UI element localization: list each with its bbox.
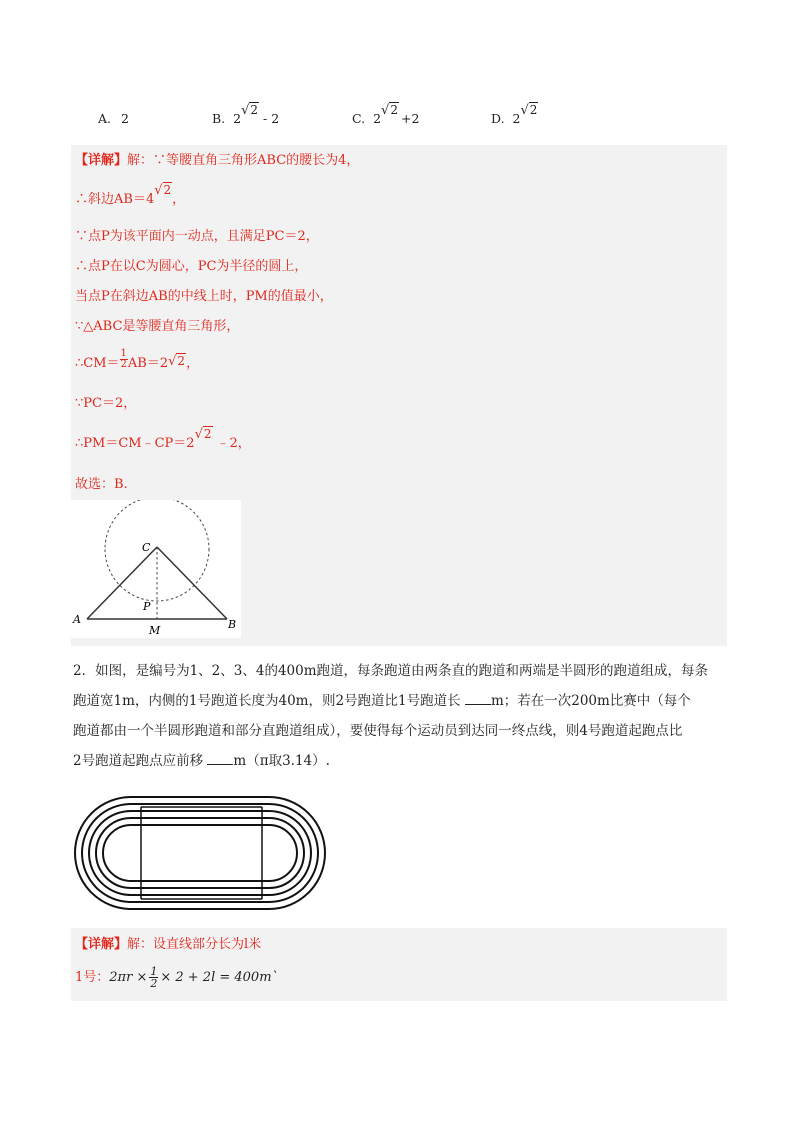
question2-line-3 (73, 716, 733, 746)
choice-b-post: - 2 (263, 111, 280, 126)
solution1-line-10 (75, 474, 128, 496)
solution1-line-5 (75, 286, 333, 308)
triangle-circle-figure (71, 500, 241, 638)
solution1-text-6: ∵△ABC是等腰直角三角形， (75, 319, 240, 334)
choice-c-post: +2 (400, 111, 420, 126)
choice-b (212, 103, 280, 130)
answer-blank-2[interactable] (207, 750, 233, 765)
solution1-radicand-9: 2 (203, 427, 212, 441)
question2-line-2 (73, 686, 733, 716)
question2-text-3: 跑道都由一个半圆形跑道和部分直跑道组成），要使得每个运动员到达同一终点线，则4号跑道起跑点比 (73, 723, 683, 739)
solution1-radicand-2: 2 (163, 183, 172, 197)
solution1-line-6 (75, 316, 239, 338)
choice-a (98, 108, 129, 130)
label-c: C (142, 541, 151, 554)
solution1-text-7-pre: ∴CM＝ (75, 356, 120, 371)
solution1-line-7 (75, 348, 200, 375)
equation-left: 2πr × (109, 970, 148, 985)
equation-right: × 2 + 2l = 400m` (160, 970, 279, 985)
solution1-fraction-num: 1 (120, 348, 127, 359)
question2-text-2-pre: 跑道宽1m，内侧的1号跑道长度为40m，则2号跑道比1号跑道长 (73, 693, 461, 709)
choice-b-label: B. (212, 111, 226, 126)
choice-c-sqrt (381, 103, 399, 131)
solution1-text-10: 故选：B. (75, 477, 128, 492)
question2-line-1 (73, 656, 733, 686)
choice-c-pre: 2 (373, 111, 382, 126)
track-lane-1 (96, 818, 304, 888)
solution2-line-1 (75, 934, 261, 956)
solution1-text-7-post: ， (186, 356, 200, 371)
answer-blank-1[interactable] (465, 690, 491, 705)
choice-d-sqrt (521, 103, 539, 131)
choice-d-radicand: 2 (529, 103, 538, 117)
solution1-line-2 (75, 183, 186, 211)
solution1-sqrt-7 (168, 352, 186, 375)
solution1-radicand-7: 2 (177, 354, 186, 368)
solution1-line-9 (75, 427, 251, 455)
solution1-line-4 (75, 256, 307, 278)
question2-line-4 (73, 746, 733, 776)
choice-b-radicand: 2 (250, 103, 259, 117)
solution2-text-1: 解：设直线部分长为l米 (127, 937, 262, 952)
solution1-text-7-mid: AB＝2 (127, 356, 169, 371)
solution1-text-4: ∴点P在以C为圆心，PC为半径的圆上， (75, 259, 308, 274)
track-lane-inner (103, 825, 297, 881)
equation-fraction (149, 966, 158, 989)
choice-d (491, 103, 538, 130)
solution1-text-3: ∵点P为该平面内一动点，且满足PC＝2， (75, 229, 319, 244)
solution1-text-2-post: ， (172, 192, 186, 207)
solution1-text-9-pre: ∴PM＝CM﹣CP＝2 (75, 436, 195, 451)
choice-a-label: A. (98, 111, 112, 126)
running-track-figure (73, 795, 333, 911)
solution1-text-8: ∵PC＝2， (75, 396, 137, 411)
solution1-text-9-post: ﹣2， (216, 436, 251, 451)
label-m: M (149, 624, 161, 637)
solution1-text-5: 当点P在斜边AB的中线上时，PM的值最小， (75, 289, 333, 304)
label-a: A (73, 613, 81, 626)
track-lane-2 (89, 811, 311, 895)
choice-d-pre: 2 (512, 111, 521, 126)
question2-text-1: 2．如图，是编号为1、2、3、4的400m跑道，每条跑道由两条直的跑道和两端是半圆形的跑道组成，每条 (73, 663, 709, 679)
track-lane-outer (75, 797, 325, 909)
solution1-line-3 (75, 226, 319, 248)
question2-text-4-post: m（π取3.14）. (233, 753, 330, 769)
solution1-line-8 (75, 393, 136, 415)
equation-fraction-den: 2 (150, 977, 158, 990)
solution1-tag: 【详解】 (75, 153, 128, 168)
solution1-sqrt-2 (154, 183, 172, 211)
choice-c-radicand: 2 (390, 103, 398, 117)
solution1-text-2-pre: ∴斜边AB＝4 (75, 192, 155, 207)
question2-text-2-mid: m；若在一次200m比赛中（每个 (490, 693, 691, 709)
choice-d-label: D. (491, 111, 505, 126)
choice-a-value: 2 (121, 111, 129, 126)
solution1-sqrt-9 (195, 427, 213, 455)
solution1-fraction-den: 2 (120, 359, 127, 370)
equation-fraction-num: 1 (150, 965, 158, 978)
solution1-fraction-7 (120, 349, 128, 370)
choice-b-pre: 2 (233, 111, 242, 126)
solution2-line-2 (75, 966, 278, 989)
label-b: B (228, 618, 237, 631)
choice-c-label: C. (352, 111, 366, 126)
solution2-text-2-pre: 1号： (75, 970, 110, 985)
solution1-line-1 (75, 150, 359, 172)
question2-text-4-pre: 2号跑道起跑点应前移 (73, 753, 204, 769)
figure1-background (71, 500, 241, 638)
solution2-tag: 【详解】 (75, 937, 128, 952)
label-p: P (143, 600, 151, 613)
solution1-text-1: 解：∵等腰直角三角形ABC的腰长为4， (127, 153, 360, 168)
choice-c (352, 103, 420, 130)
choice-b-sqrt (241, 103, 259, 131)
